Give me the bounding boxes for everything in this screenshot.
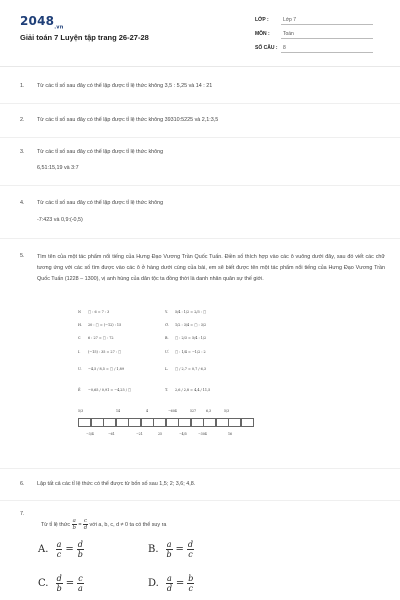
option-c[interactable]: C. $\frac{d}{b}$ = $\frac{c}{a}$ (38, 574, 83, 593)
puzzle-top-label: 4 (146, 409, 149, 413)
page-title: Giải toán 7 Luyện tập trang 26-27-28 (20, 33, 149, 42)
answer-cell[interactable] (178, 418, 191, 427)
divider (0, 500, 400, 501)
fraction: $\frac{a}{b}$ (72, 518, 76, 531)
divider (0, 66, 400, 67)
option-d[interactable]: D. $\frac{a}{d}$ = $\frac{b}{c}$ (148, 574, 194, 593)
page-header (0, 0, 400, 60)
puzzle-top-label: 14 (116, 409, 121, 413)
answer-cell[interactable] (153, 418, 166, 427)
meta-subject: MÔN : Toán (255, 31, 375, 45)
puzzle-bottom-label: −4/5 (179, 432, 187, 436)
divider (0, 238, 400, 239)
puzzle-top-label: 5/3 (78, 409, 84, 413)
meta-info (255, 17, 375, 59)
answer-cell[interactable] (216, 418, 229, 427)
answer-cell[interactable] (191, 418, 204, 427)
answer-cell[interactable] (228, 418, 241, 427)
answer-cell[interactable] (116, 418, 129, 427)
meta-grade: LỚP : Lớp 7 (255, 17, 375, 31)
puzzle-bottom-label: −3/4 (86, 432, 94, 436)
meta-question-count: SỐ CÂU : 8 (255, 45, 375, 59)
puzzle-bottom-label: 16 (228, 432, 233, 436)
puzzle-bottom-label: −61 (108, 432, 115, 436)
answer-cell[interactable] (141, 418, 154, 427)
fraction: $\frac{c}{d}$ (83, 518, 88, 531)
divider (0, 185, 400, 186)
answer-cell[interactable] (78, 418, 91, 427)
answer-cell[interactable] (91, 418, 104, 427)
puzzle-bottom-label: −21 (136, 432, 143, 436)
puzzle-top-label: −604 (168, 409, 177, 413)
answer-cell[interactable] (166, 418, 179, 427)
worksheet-page: $2048_{.vn}$ Giải toán 7 Luyện tập trang 26-27-28 LỚP : Lớp 7 MÔN : Toán SỐ CÂU : 8 1. Từ các tỉ số sau đây có thể lập được tỉ lệ thức không 3,5 : 5,25 và 14 : 21 2. Từ các tỉ số sau đây có thể lập được tỉ lệ thức không 39310:5225 và 2,1:3,5 3. Từ các tỉ số sau đây có thể lập được tỉ lệ thức không 6,51:15,19 và 3:7 4. Từ các tỉ số sau đây có thể lập được tỉ lệ thức không -7:423 và 0,9:(-0,5) 5. Tìm tên của một tác phẩm nổi tiếng của Hưng Đạo Vương Trần Quốc Tuấn. Điền số thích hợp vào các ô vuông dưới đây, sau đó viết các chữ tương ứng với các số tìm được vào các ô ở hàng dưới cùng của bài, em sẽ biết được tên một tác phẩm nổi tiếng của Hưng Đạo Vương Trần Quốc Tuấn (1228 – 1300), vị anh hùng của dân tộc ta đồng thời là danh nhân quân sự thế giới. N □ : 6 = 7 : 3 H. 20 : □ = (−12) : 15 C 6 : 27 = □ : 72 I. (−15) : 35 = 27 : □ U. −4,5 / 8,5 = □ / 1,89 Ế −0,65 / 0,91 = −4,25 / □ Y. 5/4 : 1/2 = 2/3 : □ Ơ. 1/2 : 3/4 = □ : 3/2 B. □ : 2/3 = 5/4 : 1/2 Ư. □ : 1/4 = −1/2 : 2 L. □ / 2,7 = 0,7 / 6,3 T. 2,6 / 2,8 = 4,4 / 11,5 5/3 14 4 −604 527 6,3 5/3 −3/4 −61 −21 25 −4/5 −304 16 6. Lập tất cả các tỉ lệ thức có thể được từ bốn số sau 1,5; 2; 3,6; 4,8. 7. Từ tỉ lệ thức $\frac{a}{b}$ = $\frac{c}{d}$ với a, b, c, d ≠ 0 ta có thể suy ra A. $\frac{a}{c}$ = $\frac{d}{b}$ B. $\frac{a}{b}$ = $\frac{d}{c}$ C. $\frac{d}{b}$ = $\frac{c}{a}$ D. $\frac{a}{d}$ = $\frac{b}{c}$ (0, 0, 400, 600)
divider (0, 137, 400, 138)
option-b[interactable]: B. $\frac{a}{b}$ = $\frac{d}{c}$ (148, 540, 194, 559)
puzzle-top-label: 527 (190, 409, 197, 413)
answer-cell[interactable] (103, 418, 116, 427)
question-7-statement: Từ tỉ lệ thức $\frac{a}{b}$ = $\frac{c}{d}$ với a, b, c, d ≠ 0 ta có thể suy ra (41, 518, 167, 531)
divider (0, 103, 400, 104)
logo[interactable]: $2048_{.vn}$ (20, 14, 64, 31)
option-a[interactable]: A. $\frac{a}{c}$ = $\frac{d}{b}$ (38, 540, 83, 559)
answer-cell[interactable] (241, 418, 254, 427)
puzzle-figure: N □ : 6 = 7 : 3 H. 20 : □ = (−12) : 15 C 6 : 27 = □ : 72 I. (−15) : 35 = 27 : □ U. −4,5 / 8,5 = □ / 1,89 Ế −0,65 / 0,91 = −4,25 / □ Y. 5/4 : 1/2 = 2/3 : □ Ơ. 1/2 : 3/4 = □ : 3/2 B. □ : 2/3 = 5/4 : 1/2 Ư. □ : 1/4 = −1/2 : 2 L. □ / 2,7 = 0,7 / 6,3 T. 2,6 / 2,8 = 4,4 / 11,5 5/3 14 4 −604 527 6,3 5/3 −3/4 −61 −21 25 −4/5 −304 16 (78, 310, 318, 460)
puzzle-bottom-label: −304 (198, 432, 207, 436)
puzzle-bottom-label: 25 (158, 432, 163, 436)
divider (0, 468, 400, 469)
answer-cell[interactable] (203, 418, 216, 427)
puzzle-top-label: 6,3 (206, 409, 212, 413)
puzzle-top-label: 5/3 (224, 409, 230, 413)
answer-cell[interactable] (128, 418, 141, 427)
